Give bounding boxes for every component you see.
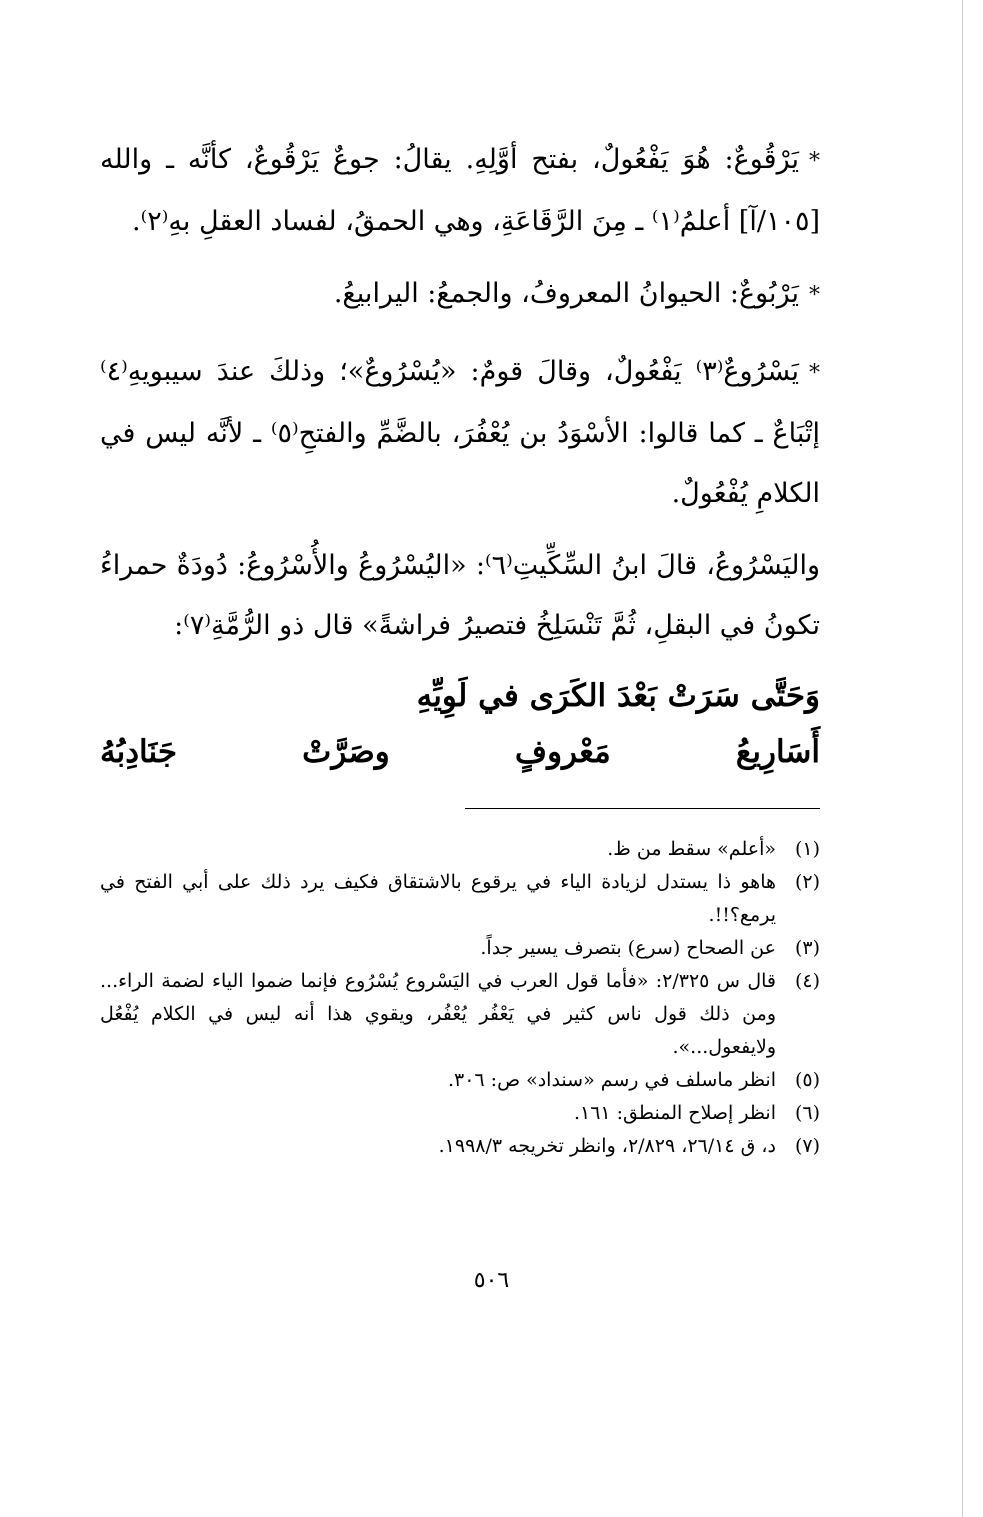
entry-marker: * <box>809 361 820 386</box>
footnote <box>100 932 820 965</box>
footnote <box>100 1097 820 1130</box>
footnote-number: (٤) <box>794 970 820 992</box>
page-number: ٥٠٦ <box>473 1268 510 1293</box>
footnote-number: (١) <box>794 838 820 860</box>
entry-marker: * <box>809 283 820 308</box>
footnote <box>100 833 820 866</box>
footnote-text: قال س ٢/٣٢٥: «فأما قول العرب في اليَسْروع يُسْرُوع فإنما ضموا الياء لضمة الراء... ومن ذلك قول ناس كثير في يَعْفُر يُعْفُر، ويقوي هذا أنه ليس في الكلام يُفْعُل ولايفعول...». <box>100 970 777 1058</box>
poem-line-1: وَحَتَّى سَرَتْ بَعْدَ الكَرَى في لَوِيِّهِ <box>416 678 820 714</box>
footnote <box>100 866 820 932</box>
entry-text: يَرْبُوعٌ: الحيوانُ المعروفُ، والجمعُ: اليرابيعُ. <box>333 278 799 309</box>
entry-text: يَرْقُوعٌ: هُوَ يَفْعُولٌ، بفتح أوَّلِهِ. يقالُ: جوعٌ يَرْقُوعٌ، كأنَّه ـ والله [١٠٥/آ] أعلمُ⁽١⁾ ـ مِنَ الرَّقَاعَةِ، وهي الحمقُ، لفساد العقلِ بهِ⁽٢⁾. <box>100 144 820 237</box>
poem-line-2: أَسَارِيعُ مَعْروفٍ وصَرَّتْ جَنَادِبُهُ <box>100 734 820 770</box>
footnote-text: د، ق ٢٦/١٤، ٢/٨٢٩، وانظر تخريجه ١٩٩٨/٣. <box>438 1135 776 1157</box>
page-content <box>100 130 820 1163</box>
footnote-number: (٥) <box>794 1069 820 1091</box>
main-text <box>100 130 820 656</box>
footnote-number: (٢) <box>794 871 820 893</box>
entry-text: واليَسْرُوعُ، قالَ ابنُ السِّكِّيتِ⁽٦⁾: «اليُسْرُوعُ والأُسْرُوعُ: دُودَةٌ حمراءُ تكونُ في البقلِ، ثُمَّ تَنْسَلِخُ فتصيرُ فراشةً» قال ذو الرُّمَّةِ⁽٧⁾: <box>100 550 820 641</box>
footnote-divider <box>465 808 820 809</box>
footnote-number: (٦) <box>794 1102 820 1124</box>
entry-yarbuu <box>100 264 820 326</box>
footnote-number: (٣) <box>794 937 820 959</box>
footnote <box>100 965 820 1064</box>
footnote-number: (٧) <box>794 1135 820 1157</box>
footnote-text: هاهو ذا يستدل لزيادة الياء في يرقوع بالاشتقاق فكيف يرد ذلك على أبي الفتح في يرمع؟!!. <box>100 871 776 926</box>
footnotes <box>100 833 820 1163</box>
footnote <box>100 1130 820 1163</box>
entry-yarquu <box>100 130 820 252</box>
footnote-text: انظر إصلاح المنطق: ١٦١. <box>573 1102 776 1124</box>
entry-alyasruu <box>100 536 820 656</box>
entry-yasruu <box>100 342 820 524</box>
footnote-text: انظر ماسلف في رسم «سنداد» ص: ٣٠٦. <box>447 1069 776 1091</box>
entry-text: يَسْرُوعٌ⁽٣⁾ يَفْعُولٌ، وقالَ قومٌ: «يُسْرُوعٌ»؛ وذلكَ عندَ سيبويهِ⁽٤⁾ إتْبَاعٌ ـ كما قالوا: الأسْوَدُ بن يُعْفُرَ، بالضَّمِّ والفتحِ⁽٥⁾ ـ لأنَّه ليس في الكلامِ يُفْعُولٌ. <box>100 356 820 509</box>
entry-marker: * <box>809 149 820 174</box>
poem-verse <box>100 668 820 780</box>
footnote-text: عن الصحاح (سرع) بتصرف يسير جداً. <box>480 937 776 959</box>
footnote-text: «أعلم» سقط من ظ. <box>607 838 776 860</box>
footnote <box>100 1064 820 1097</box>
